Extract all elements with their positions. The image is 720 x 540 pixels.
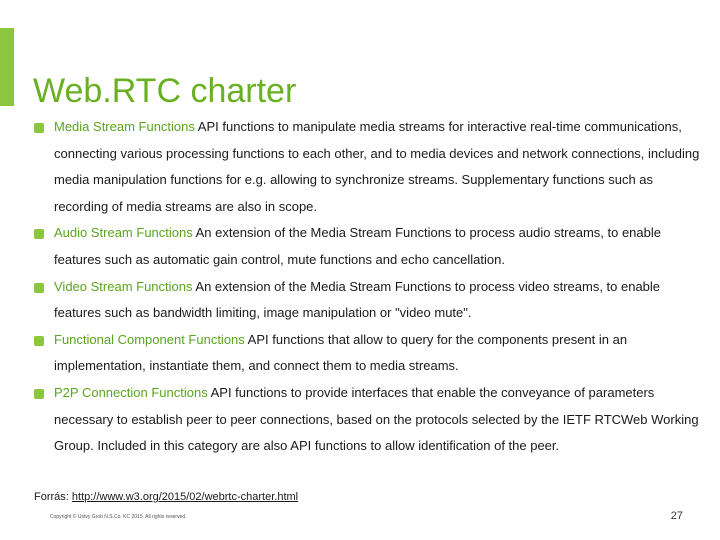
bullet-media-stream-functions	[34, 114, 700, 220]
square-bullet-icon	[34, 123, 44, 133]
bullet-term: P2P Connection Functions	[54, 384, 208, 400]
slide-title: Web.RTC charter	[33, 71, 297, 110]
bullet-description: API functions to manipulate media streams for interactive real-time communications, connecting various processing functions to each other, and to media devices and network connections, including media manipulation functions for e.g. allowing to synchronize streams. Supplementary functions such as recording of media streams are also in scope.	[54, 119, 700, 214]
bullet-description: An extension of the Media Stream Functions to process video streams, to enable features such as bandwidth limiting, image manipulation or "video mute".	[54, 278, 661, 321]
square-bullet-icon	[34, 283, 44, 293]
bullet-p2p-connection-functions	[34, 380, 700, 460]
source-link[interactable]: http://www.w3.org/2015/02/webrtc-charter.html	[71, 491, 299, 503]
bullet-term: Functional Component Functions	[54, 331, 245, 347]
copyright-notice: Copyright © Ustvy Grob N.S.Co. KC 2015. All rights reserved.	[50, 514, 187, 520]
bullet-description: API functions to provide interfaces that enable the conveyance of parameters necessary to establish peer to peer connections, based on the protocols selected by the IETF RTCWeb Working Group. Included in this category are also API functions to allow identification of the peer.	[54, 384, 699, 454]
title-accent-bar	[0, 28, 14, 106]
bullet-description: An extension of the Media Stream Functions to process audio streams, to enable features such as automatic gain control, mute functions and echo cancellation.	[54, 225, 661, 267]
page-number: 27	[670, 510, 683, 522]
bullet-list	[34, 114, 700, 460]
bullet-description: API functions that allow to query for the components present in an implementation, instantiate them, and connect them to media streams.	[54, 331, 628, 374]
bullet-term: Media Stream Functions	[54, 119, 195, 134]
source-label: Forrás:	[34, 491, 72, 503]
bullet-term: Audio Stream Functions	[54, 225, 193, 241]
source-line	[34, 490, 298, 504]
square-bullet-icon	[34, 229, 44, 239]
square-bullet-icon	[34, 389, 44, 399]
bullet-audio-stream-functions	[34, 220, 700, 273]
bullet-functional-component-functions	[34, 327, 700, 380]
square-bullet-icon	[34, 336, 44, 346]
bullet-term: Video Stream Functions	[54, 278, 193, 294]
bullet-video-stream-functions	[34, 274, 700, 327]
